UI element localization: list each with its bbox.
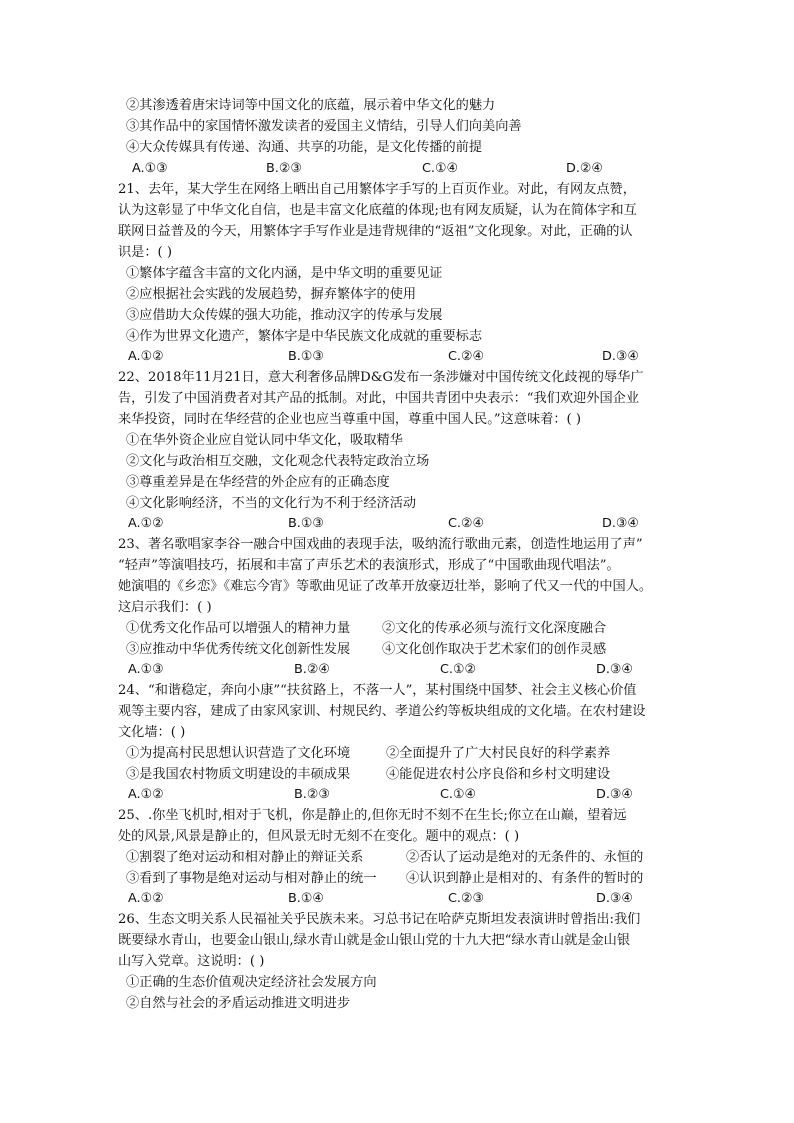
q22-stem-line-3: 来华投资，同时在华经营的企业也应当尊重中国，尊重中国人民。”这意味着：( ) xyxy=(118,412,581,427)
q23-stem-line-3: 她演唱的《乡恋》《难忘今宵》等歌曲见证了改革开放豪迈壮举，影响了代又一代的中国人。 xyxy=(118,579,653,594)
q22-statement-2: ②文化与政治相互交融，文化观念代表特定政治立场 xyxy=(126,454,430,469)
q21-statement-4: ④作为世界文化遗产，繁体字是中华民族文化成就的重要标志 xyxy=(126,329,483,344)
q23-statement-1: ①优秀文化作品可以增强人的精神力量 xyxy=(126,621,351,636)
q22-option-c[interactable]: C.②④ xyxy=(448,516,484,531)
q24-statement-1: ①为提高村民思想认识营造了文化环境 xyxy=(126,746,351,761)
q24-options xyxy=(126,785,656,805)
q20-option-b[interactable]: B.②③ xyxy=(266,161,302,176)
q23-stem-line-4: 这启示我们：( ) xyxy=(118,600,212,615)
q24-stem-line-1: 24、“和谐稳定，奔向小康”“扶贫路上，不落一人”，某村围绕中国梦、社会主义核心价值 xyxy=(118,683,637,698)
q21-stem-line-1: 21、去年，某大学生在网络上晒出自己用繁体字手写的上百页作业。对此，有网友点赞， xyxy=(118,182,636,197)
q26-stem-line-3: 山写入党章。这说明：( ) xyxy=(118,954,265,969)
q26-stem-line-1: 26、生态文明关系人民福祉关乎民族未来。习总书记在哈萨克斯坦发表演讲时曾指出:我们 xyxy=(118,912,641,927)
q21-stem-line-2: 认为这彰显了中华文化自信，也是丰富文化底蕴的体现;也有网友质疑，认为在简体字和互 xyxy=(118,203,637,218)
q23-option-b[interactable]: B.②④ xyxy=(294,662,330,677)
q20-options xyxy=(126,159,656,179)
q23-options xyxy=(126,660,656,680)
q22-statement-3: ③尊重差异是在华经营的外企应有的正确态度 xyxy=(126,475,390,490)
q21-statement-2: ②应根据社会实践的发展趋势，摒弃繁体字的使用 xyxy=(126,287,417,302)
q25-option-c[interactable]: C.②③ xyxy=(448,891,484,906)
q20-option-d[interactable]: D.②④ xyxy=(566,161,603,176)
q21-option-a[interactable]: A.①② xyxy=(128,349,164,364)
q21-options xyxy=(126,347,656,367)
q20-statement-4: ④大众传媒具有传递、沟通、共享的功能，是文化传播的前提 xyxy=(126,140,483,155)
q25-statement-1: ①割裂了绝对运动和相对静止的辩证关系 xyxy=(126,850,364,865)
q23-statement-4: ④文化创作取决于艺术家们的创作灵感 xyxy=(382,642,607,657)
q25-statement-2: ②否认了运动是绝对的无条件的、永恒的 xyxy=(406,850,644,865)
q21-stem-line-4: 识是：( ) xyxy=(118,245,173,260)
q24-statement-4: ④能促进农村公序良俗和乡村文明建设 xyxy=(386,767,611,782)
q22-options xyxy=(126,514,656,534)
q23-option-a[interactable]: A.①③ xyxy=(128,662,164,677)
q26-statement-2: ②自然与社会的矛盾运动推进文明进步 xyxy=(126,996,351,1011)
q21-stem-line-3: 联网日益普及的今天，用繁体字手写作业是违背规律的“返祖”文化现象。对此，正确的认 xyxy=(118,224,633,239)
q21-statement-3: ③应借助大众传媒的强大功能，推动汉字的传承与发展 xyxy=(126,308,443,323)
q22-option-a[interactable]: A.①② xyxy=(128,516,164,531)
q22-statement-1: ①在华外资企业应自觉认同中华文化，吸取精华 xyxy=(126,433,403,448)
q23-stem-line-1: 23、著名歌唱家李谷一融合中国戏曲的表现手法，吸纳流行歌曲元素，创造性地运用了声” xyxy=(118,537,643,552)
q25-statement-3: ③看到了事物是绝对运动与相对静止的统一 xyxy=(126,871,377,886)
q22-option-b[interactable]: B.①③ xyxy=(288,516,324,531)
q24-option-c[interactable]: C.①④ xyxy=(440,787,476,802)
q23-statement-2: ②文化的传承必须与流行文化深度融合 xyxy=(382,621,607,636)
q21-option-c[interactable]: C.②④ xyxy=(448,349,484,364)
q21-option-b[interactable]: B.①③ xyxy=(288,349,324,364)
q25-option-a[interactable]: A.①② xyxy=(128,891,164,906)
q24-statement-2: ②全面提升了广大村民良好的科学素养 xyxy=(386,746,611,761)
q26-statement-1: ①正确的生态价值观决定经济社会发展方向 xyxy=(126,975,377,990)
q20-option-a[interactable]: A.①③ xyxy=(132,161,168,176)
q23-option-c[interactable]: C.①② xyxy=(440,662,476,677)
q24-option-a[interactable]: A.①② xyxy=(128,787,164,802)
q21-option-d[interactable]: D.③④ xyxy=(602,349,639,364)
q22-option-d[interactable]: D.③④ xyxy=(602,516,639,531)
q24-statement-3: ③是我国农村物质文明建设的丰硕成果 xyxy=(126,767,351,782)
q22-stem-line-1: 22、2018年11月21日，意大利奢侈品牌D&G发布一条涉嫌对中国传统文化歧视的辱华广 xyxy=(118,370,644,385)
q24-stem-line-2: 观等主要内容，建成了由家风家训、村规民约、孝道公约等板块组成的文化墙。在农村建设 xyxy=(118,704,646,719)
q25-stem-line-2: 处的风景,风景是静止的，但风景无时无刻不在变化。题中的观点：( ) xyxy=(118,829,520,844)
q25-option-b[interactable]: B.①④ xyxy=(288,891,324,906)
q25-options xyxy=(126,889,656,909)
q24-option-d[interactable]: D.③④ xyxy=(596,787,633,802)
q22-stem-line-2: 告，引发了中国消费者对其产品的抵制。对此，中国共青团中央表示：“我们欢迎外国企业 xyxy=(118,391,640,406)
q25-option-d[interactable]: D.③④ xyxy=(596,891,633,906)
q24-option-b[interactable]: B.②③ xyxy=(294,787,330,802)
q20-option-c[interactable]: C.①④ xyxy=(422,161,458,176)
q25-stem-line-1: 25、.你坐飞机时,相对于飞机，你是静止的,但你无时不刻不在生长;你立在山巅，望着远 xyxy=(118,808,627,823)
q23-stem-line-2: “轻声”等演唱技巧，拓展和丰富了声乐艺术的表演形式，形成了“中国歌曲现代唱法”。 xyxy=(118,558,620,573)
q21-statement-1: ①繁体字蕴含丰富的文化内涵，是中华文明的重要见证 xyxy=(126,266,443,281)
q20-statement-2: ②其渗透着唐宋诗词等中国文化的底蕴，展示着中华文化的魅力 xyxy=(126,98,496,113)
q23-option-d[interactable]: D.③④ xyxy=(596,662,633,677)
q20-statement-3: ③其作品中的家国情怀激发读者的爱国主义情结，引导人们向美向善 xyxy=(126,119,522,134)
q26-stem-line-2: 既要绿水青山，也要金山银山,绿水青山就是金山银山党的十九大把“绿水青山就是金山银 xyxy=(118,933,631,948)
q23-statement-3: ③应推动中华优秀传统文化创新性发展 xyxy=(126,642,351,657)
q24-stem-line-3: 文化墙：( ) xyxy=(118,725,186,740)
q22-statement-4: ④文化影响经济，不当的文化行为不利于经济活动 xyxy=(126,496,417,511)
q25-statement-4: ④认识到静止是相对的、有条件的暂时的 xyxy=(406,871,644,886)
